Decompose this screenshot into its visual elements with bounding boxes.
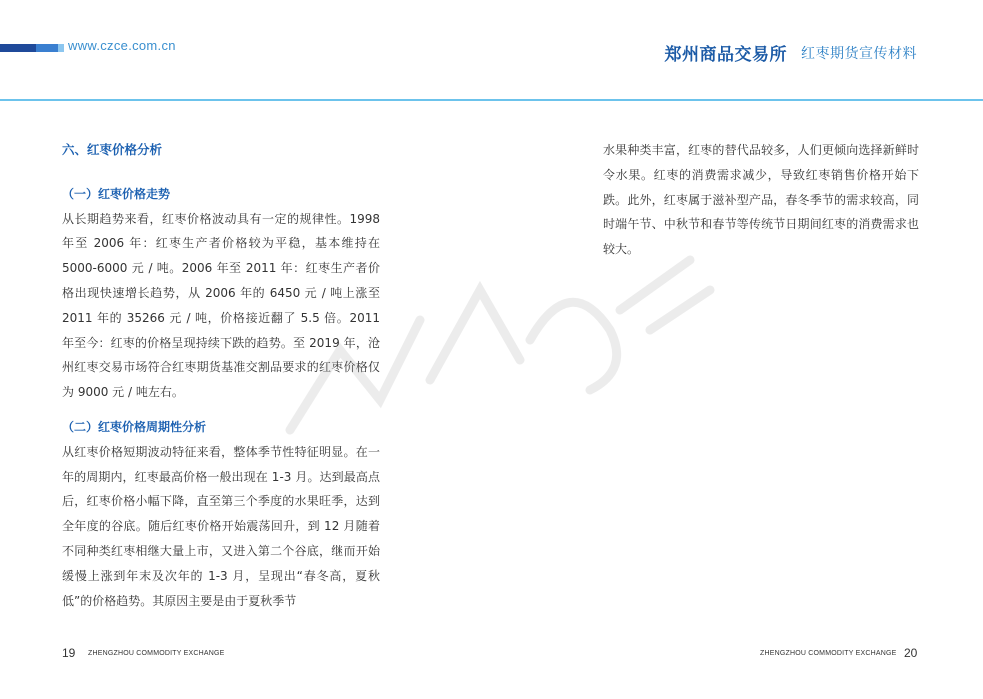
footer-text-right: ZHENGZHOU COMMODITY EXCHANGE xyxy=(760,650,897,657)
right-page-column xyxy=(603,138,919,262)
brand-bar-dark-segment xyxy=(0,44,36,52)
brand-bar-mid-segment xyxy=(36,44,58,52)
page-header xyxy=(0,0,983,100)
footer-text-left: ZHENGZHOU COMMODITY EXCHANGE xyxy=(88,650,225,657)
subsection-title-trend: （一）红枣价格走势 xyxy=(62,186,171,201)
site-url: www.czce.com.cn xyxy=(68,38,176,53)
page-number-right: 20 xyxy=(904,646,918,660)
organization-name: 郑州商品交易所 xyxy=(664,45,787,65)
paragraph-continued: 水果种类丰富，红枣的替代品较多，人们更倾向选择新鲜时令水果。红枣的消费需求减少，导致红枣销售价格开始下跌。此外，红枣属于滋补型产品，春冬季节的需求较高，同时端午节、中秋节和春节等传统节日期间红枣的消费需求也较大。 xyxy=(603,143,919,257)
paragraph-price-cycle: 从红枣价格短期波动特征来看，整体季节性特征明显。在一年的周期内，红枣最高价格一般出现在 1-3 月。达到最高点后，红枣价格小幅下降，直至第三个季度的水果旺季，达到全年度的谷底。随后红枣价格开始震荡回升，到 12 月随着不同种类红枣相继大量上市，又进入第二个谷底，继而开始缓慢上涨到年末及次年的 1-3 月，呈现出“春冬高，夏秋低”的价格趋势。其原因主要是由于夏秋季节 xyxy=(62,444,380,608)
section-title: 六、红枣价格分析 xyxy=(62,142,163,157)
paragraph-price-trend: 从长期趋势来看，红枣价格波动具有一定的规律性。1998年至 2006 年：红枣生产者价格较为平稳，基本维持在 5000-6000 元 / 吨。2006 年至 2011 年：红枣生产者价格出现快速增长趋势，从 2006 年的 6450 元 / 吨上涨至 2011 年的 35266 元 / 吨，价格接近翻了 5.5 倍。2011 年至今：红枣的价格呈现持续下跌的趋势。至 2019 年，沧州红枣交易市场符合红枣期货基准交割品要求的红枣价格仅为 9000 元 / 吨左右。 xyxy=(62,211,380,400)
document-label: 红枣期货宣传材料 xyxy=(801,46,917,62)
page-number-left: 19 xyxy=(62,646,76,660)
brand-bar-light-segment xyxy=(58,44,64,52)
subsection-title-cycle: （二）红枣价格周期性分析 xyxy=(62,419,207,434)
left-page-column xyxy=(62,138,380,613)
header-divider xyxy=(0,99,983,101)
